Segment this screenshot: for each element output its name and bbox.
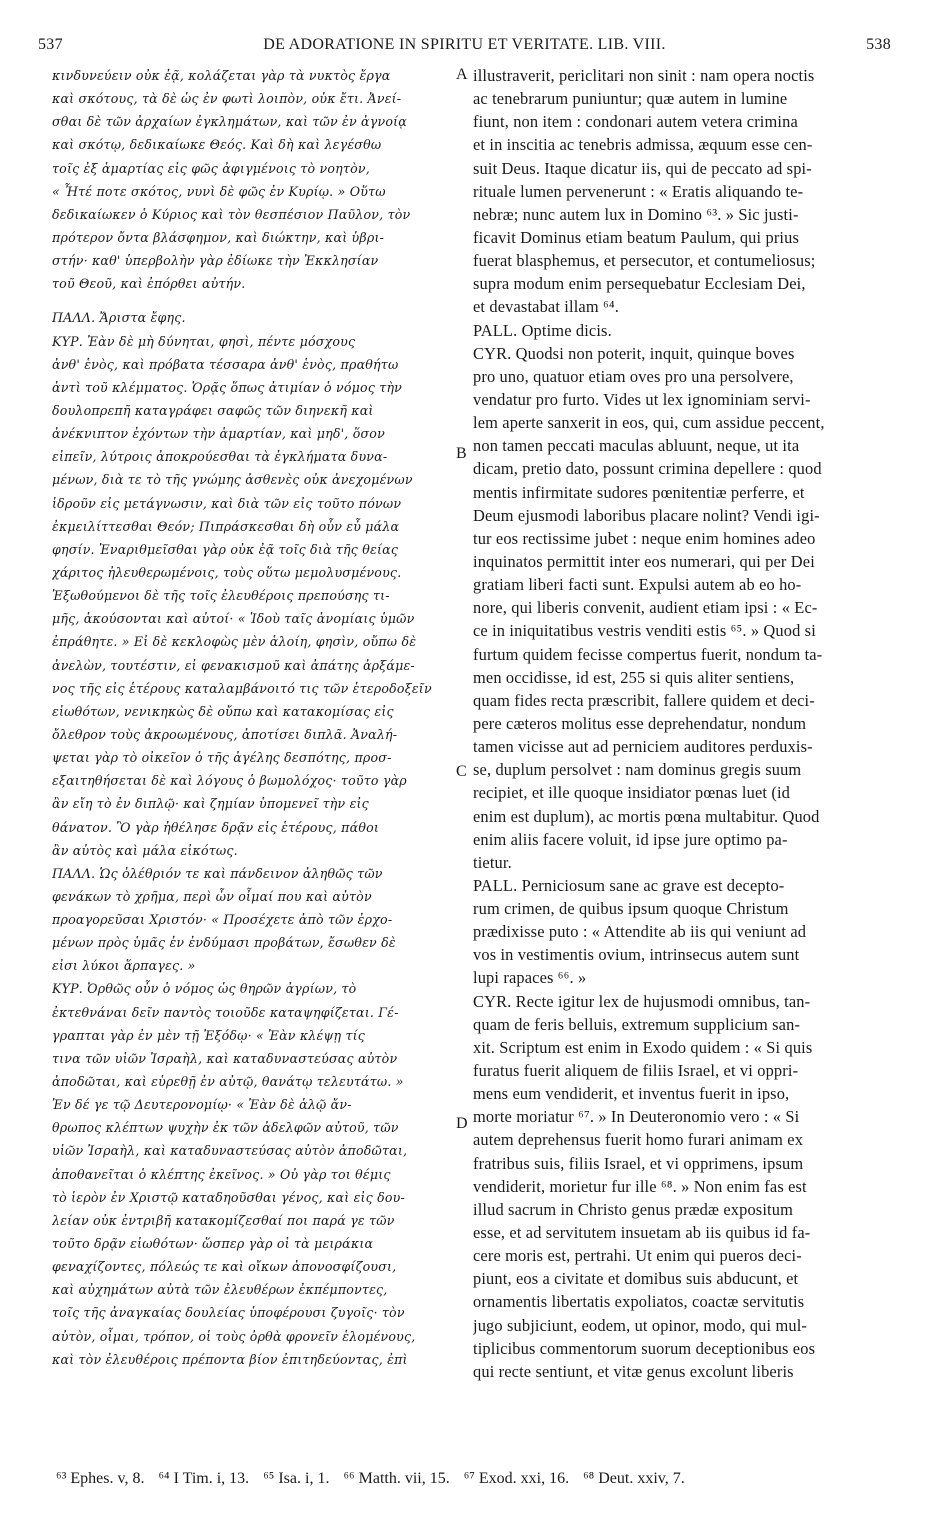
latin-text-line: et devastabat illam ⁶⁴. (473, 297, 619, 317)
greek-text-line: « Ἦτέ ποτε σκότος, νυνὶ δὲ φῶς ἐν Κυρίῳ. » Οὕτω (52, 183, 386, 199)
latin-text-line: fratribus suis, filiis Israel, et vi opprimens, ipsum (473, 1153, 804, 1173)
greek-text-line: υἱῶν Ἰσραὴλ, καὶ καταδυναστεύσας αὐτὸν ἀποδῶται, (52, 1143, 408, 1159)
latin-text-line: fuerat blasphemus, et persecutor, et contumeliosus; (473, 251, 816, 271)
greek-text-line: ἀνέκνιπτον ἐχόντων τὴν ἁμαρτίαν, καὶ μηδ', ὅσον (52, 426, 385, 442)
greek-text-line: τοῦ Θεοῦ, καὶ ἐπόρθει αὐτήν. (52, 276, 246, 292)
greek-text-line: ἀποδῶται, καὶ εὑρεθῇ ἐν αὐτῷ, θανάτῳ τελευτάτω. » (52, 1074, 404, 1090)
latin-text-line: tamen vicisse aut ad perniciem auditores perduxis- (473, 737, 813, 757)
greek-text-line: ἂν αὐτὸς καὶ μάλα εἰκότως. (52, 842, 238, 858)
latin-text-line: ornamentis libertatis expoliatos, coactæ servitutis (473, 1292, 805, 1312)
latin-column (473, 64, 885, 1383)
latin-text-line: tiplicibus commentorum suorum deceptionibus eos (473, 1338, 816, 1358)
greek-text-line: ἐκμειλίττεσθαι Θεόν; Πιπράσκεσθαι δὴ οὖν εὖ μάλα (52, 518, 400, 534)
page-number-left: 537 (38, 36, 63, 53)
greek-text-line: καὶ τὸν ἐλευθέροις πρέποντα βίον ἐπιτηδεύοντας, ἐπὶ (52, 1351, 408, 1367)
greek-text-line: φησίν. Ἐναριθμεῖσθαι γὰρ οὐκ ἐᾷ τοῖς διὰ τῆς θείας (52, 541, 399, 557)
greek-text-line: νος τῆς εἰς ἑτέρους καταλαμβάνοιτό τις τῶν ἑτεροδοξεῖν (52, 680, 432, 696)
greek-text-line: κινδυνεύειν οὐκ ἐᾷ, κολάζεται γὰρ τὰ νυκτὸς ἔργα (52, 68, 391, 83)
footnote: ⁶⁶ Matth. vii, 15. (343, 1470, 450, 1487)
latin-text-line: esse, et ad servitutem insuetam ab iis quibus id fa- (473, 1223, 811, 1243)
latin-text-line: se, duplum persolvet : nam dominus gregis suum (473, 760, 802, 780)
latin-text-line: qui recte sentiunt, et vitæ genus excolunt liberis (473, 1361, 794, 1381)
greek-text-line: ὄλεθρον τοὺς ἀκροωμένους, ἀποτίσει διπλᾶ. Ἀναλή- (52, 726, 398, 742)
latin-text-line: rum crimen, de quibus ipsum quoque Christum (473, 899, 789, 919)
latin-text-line: Deum ejusmodi laboribus placare nolint? Vendi igi- (473, 505, 820, 525)
greek-text-line: ἐπράθητε. » Εἰ δὲ κεκλοφὼς μὲν ἁλοίη, φησὶν, οὔπω δὲ (52, 634, 417, 650)
latin-text-line: ce in iniquitatibus vestris venditi estis ⁶⁵. » Quod si (473, 621, 816, 641)
latin-text-line: fiunt, non item : condonari autem vetera crimina (473, 112, 798, 132)
greek-text-line: εἰωθότων, νενικηκὼς δὲ οὔπω καὶ κατακομίσας εἰς (52, 703, 394, 719)
running-title: DE ADORATIONE IN SPIRITU ET VERITATE. LIB. VIII. (263, 36, 666, 53)
greek-text-line: δουλοπρεπῆ καταγράφει σαφῶς τῶν διηνεκῆ καὶ (52, 402, 374, 418)
greek-text-line: φενάκων τὸ χρῆμα, περὶ ὧν οἶμαί που καὶ αὐτὸν (52, 888, 372, 904)
section-marker-d: D (456, 1115, 468, 1132)
latin-text-line: illud sacrum in Christo genus prædæ expositum (473, 1199, 793, 1219)
latin-text-line: men occidisse, id est, 255 si quis aliter sentiens, (473, 667, 795, 687)
footnote: ⁶⁵ Isa. i, 1. (263, 1470, 330, 1487)
latin-text-line: nebræ; nunc autem lux in Domino ⁶³. » Sic justi- (473, 204, 799, 224)
section-marker-c: C (456, 763, 467, 780)
latin-text-line: vendatur pro furto. Vides ut lex ignominiam servi- (473, 389, 811, 409)
latin-text-line: enim est duplum), ac mortis pœna multabitur. Quod (473, 806, 820, 826)
footnote: ⁶⁸ Deut. xxiv, 7. (583, 1470, 685, 1487)
latin-text-line: inquinatos permittit inter eos numerari, qui per Dei (473, 551, 815, 571)
greek-text-line: λείαν οὐκ ἐντριβῆ κατακομίζεσθαί ποι παρά γε τῶν (52, 1212, 395, 1228)
latin-text-line: furtum quidem fecisse compertus fuerit, nondum ta- (473, 644, 823, 664)
greek-text-line: Ἐξωθούμενοι δὲ τῆς τοῖς ἐλευθέροις πρεπούσης τι- (52, 588, 390, 604)
page-number-right: 538 (866, 36, 891, 53)
latin-text-line: recipiet, et ille quoque insidiator pœnas luet (id (473, 783, 791, 803)
latin-text-line: mentis infirmitate sudores pœnitentiæ perferre, et (473, 482, 805, 502)
latin-text-line: furatus fuerit aliquem de filiis Israel, et vi oppri- (473, 1061, 799, 1081)
latin-text-line: morte moriatur ⁶⁷. » In Deuteronomio vero : « Si (473, 1107, 800, 1127)
greek-text-line: δεδικαίωκεν ὁ Κύριος καὶ τὸν θεσπέσιον Παῦλον, τὸν (52, 206, 411, 222)
latin-text-line: PALL. Perniciosum sane ac grave est decepto- (473, 875, 785, 895)
latin-text-line: pere cæteros molitus esse deprehendatur, nondum (473, 713, 807, 733)
footnote: ⁶⁴ I Tim. i, 13. (158, 1470, 250, 1487)
latin-text-line: CYR. Recte igitur lex de hujusmodi omnibus, tan- (473, 991, 811, 1011)
greek-text-line: ψεται γὰρ τὸ οἰκεῖον ὁ τῆς ἀγέλης δεσπότης, προσ- (52, 750, 392, 766)
latin-text-line: suit Deus. Itaque dicatur iis, qui de peccato ad spi- (473, 158, 812, 178)
latin-text-line: enim aliis facere voluit, id ipse jure optimo pa- (473, 829, 788, 849)
latin-text-line: lupi rapaces ⁶⁶. » (473, 968, 587, 988)
greek-text-line: θάνατον. Ὃ γὰρ ἠθέλησε δρᾷν εἰς ἑτέρους, πάθοι (52, 819, 380, 835)
latin-text-line: cere moris est, pertrahi. Ut enim qui pueros deci- (473, 1246, 802, 1266)
greek-text-line: χάριτος ἠλευθερωμένοις, τοὺς οὕτω μεμολυσμένους. (52, 564, 402, 580)
latin-text-line: supra modum enim persequebatur Ecclesiam Dei, (473, 274, 806, 294)
greek-text-line: ἀνθ' ἑνὸς, καὶ πρόβατα τέσσαρα ἀνθ' ἑνὸς, πραθήτω (52, 356, 399, 372)
greek-text-line: φεναχίζοντες, πόλεώς τε καὶ οἴκων ἀπονοσφίζουσι, (52, 1259, 397, 1275)
greek-text-line: προαγορεῦσαι Χριστόν· « Προσέχετε ἀπὸ τῶν ἐρχο- (52, 912, 393, 928)
greek-text-line: ΠΑΛΛ. Ἄριστα ἔφης. (52, 310, 186, 326)
latin-text-line: lem aperte sanxerit in eos, qui, cum assidue peccent, (473, 413, 825, 433)
section-marker-a: A (456, 66, 468, 83)
latin-text-line: CYR. Quodsi non poterit, inquit, quinque boves (473, 343, 795, 363)
greek-text-line: σθαι δὲ τῶν ἀρχαίων ἐγκλημάτων, καὶ τῶν ἐν ἀγνοίᾳ (52, 114, 407, 130)
greek-text-line: καὶ σκότους, τὰ δὲ ὡς ἐν φωτὶ λοιπὸν, οὐκ ἔτι. Ἀνεί- (52, 91, 402, 107)
greek-text-line: γραπται γὰρ ἐν μὲν τῇ Ἐξόδῳ· « Ἐὰν κλέψῃ τίς (52, 1027, 366, 1043)
latin-text-line: illustraverit, periclitari non sinit : nam opera noctis (473, 66, 815, 85)
greek-text-line: ἂν εἴη τὸ ἐν διπλῷ· καὶ ζημίαν ὑπομενεῖ τὴν εἰς (52, 796, 369, 812)
latin-text-line: piunt, eos a civitate et domibus suis abducunt, et (473, 1269, 799, 1289)
latin-text-line: vos in vestimentis ovium, intrinsecus autem sunt (473, 945, 800, 965)
greek-text-line: στήν· καθ' ὑπερβολὴν γὰρ ἐδίωκε τὴν Ἐκκλησίαν (52, 253, 379, 269)
greek-text-line: τινα τῶν υἱῶν Ἰσραὴλ, καὶ καταδυναστεύσας αὐτὸν (52, 1050, 398, 1066)
latin-text-line: jugo subjiciunt, eodem, ut opinor, modo, qui mul- (473, 1315, 808, 1335)
footnotes (56, 1470, 891, 1494)
greek-column (52, 64, 446, 1371)
latin-text-line: ficavit Dominus etiam beatum Paulum, qui prius (473, 227, 800, 247)
greek-text-line: τοῦτο δρᾷν εἰωθότων· ὥσπερ γὰρ οἱ τὰ μειράκια (52, 1236, 374, 1252)
greek-text-line: καὶ σκότῳ, δεδικαίωκε Θεός. Καὶ δὴ καὶ λεγέσθω (52, 137, 382, 153)
greek-text-line: ἀποθανεῖται ὁ κλέπτης ἐκεῖνος. » Οὐ γὰρ τοι θέμις (52, 1166, 391, 1182)
latin-text-line: quam de feris belluis, extremum supplicium san- (473, 1014, 801, 1034)
greek-text-line: εἰσι λύκοι ἅρπαγες. » (52, 958, 196, 974)
latin-text-line: prædixisse puto : « Attendite ab iis qui veniunt ad (473, 922, 807, 942)
greek-text-line: ἱδροῦν εἰς μετάγνωσιν, καὶ διὰ τῶν εἰς τοῦτο πόνων (52, 495, 402, 511)
latin-text-line: rituale lumen pervenerunt : « Eratis aliquando te- (473, 181, 804, 201)
greek-text-line: εἰπεῖν, λύτροις ἀποκρούεσθαι τὰ ἐγκλήματα δυνα- (52, 449, 388, 465)
greek-text-line (52, 295, 446, 306)
footnote: ⁶³ Ephes. v, 8. (56, 1470, 145, 1487)
latin-text-line: PALL. Optime dicis. (473, 320, 612, 340)
latin-text-line: et in inscitia ac tenebris admissa, æquum esse cen- (473, 135, 813, 155)
latin-text-line: pro uno, quatuor etiam oves pro una persolvere, (473, 366, 794, 386)
greek-text-line: τὸ ἱερὸν ἐν Χριστῷ καταδηοῦσθαι γένος, καὶ εἰς δου- (52, 1189, 405, 1205)
greek-text-line: εξαιτηθήσεται δὲ καὶ λόγους ὁ βωμολόχος· τοῦτο γὰρ (52, 773, 407, 789)
latin-text-line: autem deprehensus fuerit homo furari animam ex (473, 1130, 804, 1150)
running-header (38, 36, 891, 58)
greek-text-line: ἀντὶ τοῦ κλέμματος. Ὁρᾷς ὅπως ἀτιμίαν ὁ νόμος τὴν (52, 379, 403, 395)
latin-text-line: vendiderit, morietur fur ille ⁶⁸. » Non enim fas est (473, 1176, 807, 1196)
greek-text-line: μῆς, ἀκούσονται καὶ αὐτοί· « Ἰδοὺ ταῖς ἀνομίαις ὑμῶν (52, 611, 415, 627)
greek-text-line: θρωπος κλέπτων ψυχὴν ἐκ τῶν ἀδελφῶν αὐτοῦ, τῶν (52, 1120, 399, 1136)
greek-text-line: πρότερον ὄντα βλάσφημον, καὶ διώκτην, καὶ ὑβρι- (52, 229, 385, 245)
greek-text-line: αὐτὸν, οἶμαι, τρόπον, οἱ τοὺς ὀρθὰ φρονεῖν ἑλομένους, (52, 1328, 416, 1344)
greek-text-line: ἐκτεθνάναι δεῖν παντὸς τοιοῦδε καταψηφίζεται. Γέ- (52, 1004, 399, 1020)
greek-text-line: Ἐν δέ γε τῷ Δευτερονομίῳ· « Ἐὰν δὲ ἁλῷ ἄν- (52, 1097, 352, 1113)
greek-text-line: ἀνελὼν, τουτέστιν, εἰ φενακισμοῦ καὶ ἀπάτης ἀρξάμε- (52, 657, 415, 673)
latin-text-line: nore, qui liberis convenit, audient etiam ipsi : « Ec- (473, 598, 818, 618)
latin-text-line: tietur. (473, 852, 512, 872)
latin-text-line: tur eos rectissime jubet : neque enim homines adeo (473, 528, 816, 548)
latin-text-line: dicam, pretio dato, possunt crimina depellere : quod (473, 459, 822, 479)
greek-text-line: μένων, διὰ τε τὸ τῆς γνώμης ἀσθενὲς οὐκ ἀνεχομένων (52, 472, 413, 488)
greek-text-line: ΚΥΡ. Ὀρθῶς οὖν ὁ νόμος ὡς θηρῶν ἀγρίων, τὸ (52, 981, 357, 997)
latin-text-line: mens eum vendiderit, et inventus fuerit in ipso, (473, 1084, 790, 1104)
greek-text-line: τοῖς ἐξ ἁμαρτίας εἰς φῶς ἀφιγμένοις τὸ νοητὸν, (52, 160, 370, 176)
latin-text-line: gratiam liberi facti sunt. Expulsi autem ab eo ho- (473, 575, 802, 595)
greek-text-line: ΚΥΡ. Ἐὰν δὲ μὴ δύνηται, φησὶ, πέντε μόσχους (52, 333, 356, 349)
footnote: ⁶⁷ Exod. xxi, 16. (463, 1470, 570, 1487)
greek-text-line: τοῖς τῆς ἀναγκαίας δουλείας ὑποφέρουσι ζυγοῖς· τὸν (52, 1305, 405, 1321)
section-marker-b: B (456, 445, 467, 462)
latin-text-line: ac tenebrarum puniuntur; quæ autem in lumine (473, 89, 788, 109)
greek-text-line: ΠΑΛΛ. Ὡς ὀλέθριόν τε καὶ πάνδεινον ἀληθῶς τῶν (52, 865, 383, 881)
latin-text-line: non tamen peccati maculas abluunt, neque, ut ita (473, 436, 800, 456)
latin-text-line: xit. Scriptum est enim in Exodo quidem : « Si quis (473, 1037, 813, 1057)
greek-text-line: μένων πρὸς ὑμᾶς ἐν ἐνδύμασι προβάτων, ἔσωθεν δὲ (52, 935, 396, 951)
greek-text-line: καὶ αὐχημάτων αὐτὰ τῶν ἐλευθέρων ἐκπέμποντες, (52, 1282, 388, 1298)
latin-text-line: quam fides recta præscribit, fallere quidem et deci- (473, 690, 815, 710)
